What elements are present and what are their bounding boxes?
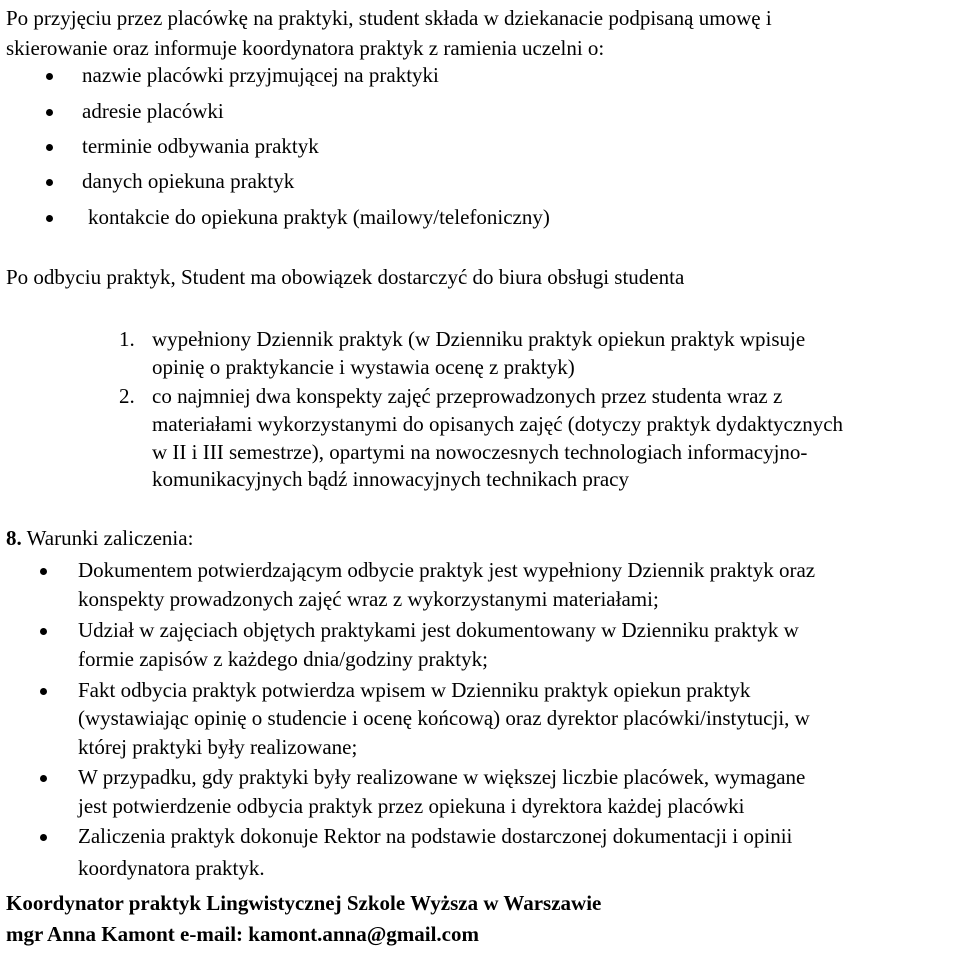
list-item-1-line-1: wypełniony Dziennik praktyk (w Dzienniku praktyk opiekun praktyk wpisuje	[152, 327, 806, 351]
intro-line-1: Po przyjęciu przez placówkę na praktyki, student składa w dziekanacie podpisaną umowę i	[6, 6, 772, 30]
condition-4-line-2: jest potwierdzenie odbycia praktyk przez opiekuna i dyrektora każdej placówki	[78, 794, 745, 818]
condition-2-line-2: formie zapisów z każdego dnia/godziny praktyk;	[78, 647, 488, 671]
list-item-2-line-1: co najmniej dwa konspekty zajęć przeprowadzonych przez studenta wraz z	[152, 384, 783, 408]
bullet-icon	[46, 179, 53, 186]
section-colon: :	[187, 526, 194, 550]
list-item-1-line-2: opinię o praktykancie i wystawia ocenę z praktyk)	[152, 355, 575, 379]
bullet-icon	[40, 775, 47, 782]
intro-bullet-3: terminie odbywania praktyk	[82, 134, 319, 158]
intro-bullet-5: kontakcie do opiekuna praktyk (mailowy/telefoniczny)	[88, 205, 550, 229]
condition-3-line-3: której praktyki były realizowane;	[78, 735, 358, 759]
section-8-heading	[6, 528, 193, 549]
bullet-icon	[46, 73, 53, 80]
list-item-2-line-2: materiałami wykorzystanymi do opisanych zajęć (dotyczy praktyk dydaktycznych	[152, 412, 844, 436]
list-item-2-line-4: komunikacyjnych bądź innowacyjnych technikach pracy	[152, 467, 629, 491]
condition-2-line-1: Udział w zajęciach objętych praktykami jest dokumentowany w Dzienniku praktyk w	[78, 618, 799, 642]
coordinator-title: Koordynator praktyk Lingwistycznej Szkole Wyższa w Warszawie	[6, 891, 602, 915]
bullet-icon	[40, 834, 47, 841]
condition-3-line-1: Fakt odbycia praktyk potwierdza wpisem w Dzienniku praktyk opiekun praktyk	[78, 678, 751, 702]
bullet-icon	[46, 215, 53, 222]
condition-1-line-1: Dokumentem potwierdzającym odbycie praktyk jest wypełniony Dziennik praktyk oraz	[78, 558, 816, 582]
condition-5-line-1: Zaliczenia praktyk dokonuje Rektor na podstawie dostarczonej dokumentacji i opinii	[78, 824, 793, 848]
condition-4-line-1: W przypadku, gdy praktyki były realizowane w większej liczbie placówek, wymagane	[78, 765, 806, 789]
intro-line-2: skierowanie oraz informuje koordynatora praktyk z ramienia uczelni o:	[6, 36, 605, 60]
bullet-icon	[46, 109, 53, 116]
section-number: 8.	[6, 526, 22, 550]
list-item-2-line-3: w II i III semestrze), opartymi na nowoczesnych technologiach informacyjno-	[152, 440, 808, 464]
condition-3-line-2: (wystawiając opinię o studencie i ocenę końcową) oraz dyrektor placówki/instytucji, w	[78, 706, 810, 730]
condition-5-line-2: koordynatora praktyk.	[78, 856, 265, 880]
condition-1-line-2: konspekty prowadzonych zajęć wraz z wykorzystanymi materiałami;	[78, 587, 659, 611]
intro-bullet-2: adresie placówki	[82, 99, 224, 123]
intro-bullet-1: nazwie placówki przyjmującej na praktyki	[82, 63, 439, 87]
bullet-icon	[46, 144, 53, 151]
intro-bullet-4: danych opiekuna praktyk	[82, 169, 295, 193]
section-title: Warunki zaliczenia	[26, 526, 188, 550]
bullet-icon	[40, 688, 47, 695]
after-heading: Po odbyciu praktyk, Student ma obowiązek dostarczyć do biura obsługi studenta	[6, 265, 685, 289]
coordinator-contact: mgr Anna Kamont e-mail: kamont.anna@gmail.com	[6, 922, 479, 946]
bullet-icon	[40, 628, 47, 635]
list-item-number: 1.	[119, 327, 135, 351]
bullet-icon	[40, 568, 47, 575]
list-item-number: 2.	[119, 384, 135, 408]
